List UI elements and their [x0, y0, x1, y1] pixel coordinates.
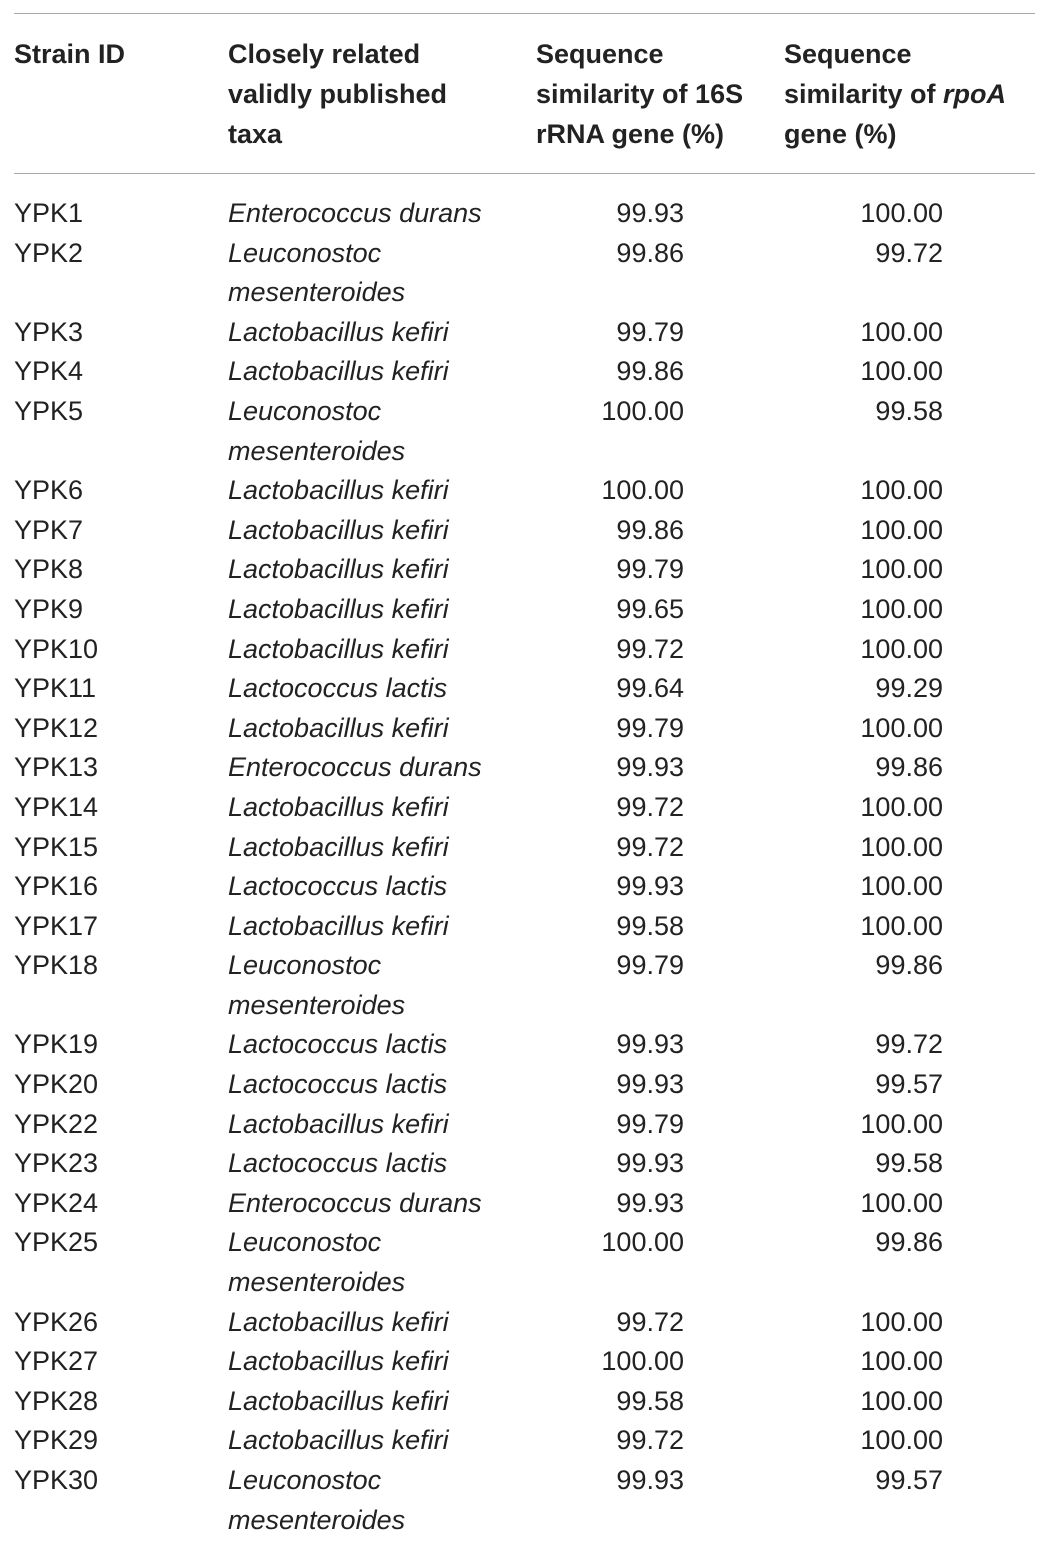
taxon-cell: Lactococcus lactis [228, 1069, 448, 1100]
taxon-cell: Lactobacillus kefiri [228, 633, 449, 664]
sim-16s-cell: 99.64 [616, 673, 684, 704]
table-row [14, 748, 1035, 788]
table-row [14, 174, 1035, 234]
table-row [14, 1382, 1035, 1422]
taxon-cell: Enterococcus durans [228, 752, 482, 783]
taxon-cell: Lactobacillus kefiri [228, 1425, 449, 1456]
table-row [14, 1065, 1035, 1105]
table-row [14, 1421, 1035, 1461]
taxon-cell: Lactobacillus kefiri [228, 514, 449, 545]
sim-rpoa-cell: 99.86 [875, 1227, 943, 1258]
sim-16s-cell: 100.00 [601, 475, 684, 506]
strain-id-cell: YPK5 [14, 395, 84, 426]
sim-rpoa-cell: 100.00 [860, 198, 943, 228]
sim-rpoa-cell: 99.57 [875, 1465, 943, 1495]
strain-id-cell: YPK1 [14, 198, 84, 228]
strain-id-cell: YPK3 [14, 316, 84, 347]
sim-rpoa-cell: 99.29 [875, 673, 943, 704]
taxon-cell: Lactobacillus kefiri [228, 1108, 449, 1139]
sim-16s-cell: 99.79 [616, 712, 684, 743]
sim-16s-cell: 99.86 [616, 237, 684, 268]
sim-16s-cell: 99.72 [616, 831, 684, 862]
table-row [14, 511, 1035, 551]
strain-id-cell: YPK24 [14, 1187, 99, 1218]
table-body [14, 174, 1035, 1541]
strain-id-cell: YPK4 [14, 356, 84, 387]
sim-16s-cell: 99.93 [616, 198, 684, 228]
taxon-cell: Lactococcus lactis [228, 673, 448, 704]
strain-id-cell: YPK2 [14, 237, 84, 268]
sim-rpoa-cell: 99.58 [875, 395, 943, 426]
sim-rpoa-cell: 100.00 [860, 633, 943, 664]
taxon-cell: Leuconostoc mesenteroides [228, 1465, 406, 1535]
sim-rpoa-cell: 100.00 [860, 1306, 943, 1337]
similarity-table-container [14, 13, 1035, 1540]
taxon-cell: Lactobacillus kefiri [228, 712, 449, 743]
sim-16s-cell: 100.00 [601, 1346, 684, 1377]
sim-16s-cell: 99.93 [616, 1465, 684, 1495]
table-row [14, 590, 1035, 630]
sim-16s-cell: 99.93 [616, 871, 684, 902]
taxon-cell: Lactobacillus kefiri [228, 1306, 449, 1337]
table-row [14, 550, 1035, 590]
taxon-cell: Lactobacillus kefiri [228, 356, 449, 387]
sim-rpoa-cell: 100.00 [860, 1187, 943, 1218]
strain-id-cell: YPK11 [14, 673, 97, 704]
sim-rpoa-cell: 99.86 [875, 950, 943, 981]
sim-rpoa-cell: 100.00 [860, 1108, 943, 1139]
sim-16s-cell: 99.79 [616, 316, 684, 347]
sim-16s-cell: 99.79 [616, 554, 684, 585]
sim-rpoa-cell: 100.00 [860, 910, 943, 941]
table-row [14, 1184, 1035, 1224]
sim-16s-cell: 99.72 [616, 1306, 684, 1337]
sim-16s-cell: 99.58 [616, 1385, 684, 1416]
strain-id-cell: YPK30 [14, 1465, 99, 1495]
strain-id-cell: YPK20 [14, 1069, 99, 1100]
sim-rpoa-cell: 100.00 [860, 593, 943, 624]
sim-16s-cell: 100.00 [601, 1227, 684, 1258]
sim-16s-cell: 99.72 [616, 633, 684, 664]
table-row [14, 1461, 1035, 1540]
sim-rpoa-cell: 100.00 [860, 831, 943, 862]
sim-16s-cell: 99.72 [616, 791, 684, 822]
table-row [14, 1342, 1035, 1382]
sim-rpoa-cell: 99.57 [875, 1069, 943, 1100]
taxon-cell: Lactobacillus kefiri [228, 1385, 449, 1416]
similarity-table [14, 14, 1035, 1540]
taxon-cell: Enterococcus durans [228, 198, 482, 228]
strain-id-cell: YPK17 [14, 910, 99, 941]
taxon-cell: Lactobacillus kefiri [228, 554, 449, 585]
table-header [14, 14, 1035, 174]
sim-16s-cell: 99.79 [616, 1108, 684, 1139]
table-row [14, 828, 1035, 868]
strain-id-cell: YPK25 [14, 1227, 99, 1258]
strain-id-cell: YPK10 [14, 633, 99, 664]
taxon-cell: Lactobacillus kefiri [228, 593, 449, 624]
header-16s-similarity: Sequence similarity of 16S rRNA gene (%) [536, 39, 744, 149]
table-row [14, 352, 1035, 392]
strain-id-cell: YPK14 [14, 791, 99, 822]
sim-16s-cell: 99.86 [616, 356, 684, 387]
strain-id-cell: YPK8 [14, 554, 84, 585]
header-rpoa-similarity [784, 14, 1035, 174]
table-row [14, 313, 1035, 353]
taxon-cell: Lactobacillus kefiri [228, 475, 449, 506]
table-row [14, 867, 1035, 907]
taxon-cell: Enterococcus durans [228, 1187, 482, 1218]
taxon-cell: Lactococcus lactis [228, 1029, 448, 1060]
sim-rpoa-cell: 100.00 [860, 475, 943, 506]
strain-id-cell: YPK26 [14, 1306, 99, 1337]
sim-rpoa-cell: 100.00 [860, 1385, 943, 1416]
sim-16s-cell: 99.93 [616, 1029, 684, 1060]
sim-16s-cell: 100.00 [601, 395, 684, 426]
table-row [14, 392, 1035, 471]
table-row [14, 234, 1035, 313]
table-row [14, 1025, 1035, 1065]
taxon-cell: Lactobacillus kefiri [228, 910, 449, 941]
sim-16s-cell: 99.93 [616, 1148, 684, 1179]
sim-16s-cell: 99.86 [616, 514, 684, 545]
taxon-cell: Lactobacillus kefiri [228, 316, 449, 347]
sim-rpoa-cell: 100.00 [860, 316, 943, 347]
header-related-taxa: Closely related validly published taxa [228, 39, 448, 149]
strain-id-cell: YPK22 [14, 1108, 99, 1139]
header-rpoa-suffix: gene (%) [784, 119, 897, 149]
sim-rpoa-cell: 100.00 [860, 1346, 943, 1377]
taxon-cell: Lactobacillus kefiri [228, 1346, 449, 1377]
table-row [14, 946, 1035, 1025]
strain-id-cell: YPK29 [14, 1425, 99, 1456]
sim-rpoa-cell: 99.58 [875, 1148, 943, 1179]
strain-id-cell: YPK6 [14, 475, 84, 506]
strain-id-cell: YPK9 [14, 593, 84, 624]
strain-id-cell: YPK15 [14, 831, 99, 862]
sim-rpoa-cell: 100.00 [860, 554, 943, 585]
header-strain-id: Strain ID [14, 39, 126, 69]
taxon-cell: Leuconostoc mesenteroides [228, 395, 406, 466]
taxon-cell: Lactobacillus kefiri [228, 791, 449, 822]
sim-rpoa-cell: 99.72 [875, 237, 943, 268]
sim-rpoa-cell: 100.00 [860, 514, 943, 545]
table-row [14, 788, 1035, 828]
table-row [14, 907, 1035, 947]
strain-id-cell: YPK7 [14, 514, 84, 545]
sim-rpoa-cell: 100.00 [860, 791, 943, 822]
taxon-cell: Lactococcus lactis [228, 871, 448, 902]
table-row [14, 1223, 1035, 1302]
table-row [14, 669, 1035, 709]
sim-16s-cell: 99.58 [616, 910, 684, 941]
sim-16s-cell: 99.72 [616, 1425, 684, 1456]
strain-id-cell: YPK28 [14, 1385, 99, 1416]
taxon-cell: Lactococcus lactis [228, 1148, 448, 1179]
sim-16s-cell: 99.93 [616, 752, 684, 783]
table-row [14, 1303, 1035, 1343]
strain-id-cell: YPK16 [14, 871, 99, 902]
sim-16s-cell: 99.93 [616, 1187, 684, 1218]
taxon-cell: Lactobacillus kefiri [228, 831, 449, 862]
strain-id-cell: YPK13 [14, 752, 99, 783]
sim-16s-cell: 99.79 [616, 950, 684, 981]
table-row [14, 1105, 1035, 1145]
taxon-cell: Leuconostoc mesenteroides [228, 950, 406, 1020]
sim-rpoa-cell: 100.00 [860, 712, 943, 743]
strain-id-cell: YPK12 [14, 712, 99, 743]
taxon-cell: Leuconostoc mesenteroides [228, 237, 406, 308]
table-row [14, 1144, 1035, 1184]
table-row [14, 471, 1035, 511]
sim-rpoa-cell: 100.00 [860, 871, 943, 902]
sim-rpoa-cell: 99.86 [875, 752, 943, 783]
sim-16s-cell: 99.65 [616, 593, 684, 624]
table-row [14, 630, 1035, 670]
taxon-cell: Leuconostoc mesenteroides [228, 1227, 406, 1298]
sim-rpoa-cell: 100.00 [860, 356, 943, 387]
sim-rpoa-cell: 100.00 [860, 1425, 943, 1456]
strain-id-cell: YPK19 [14, 1029, 99, 1060]
sim-rpoa-cell: 99.72 [875, 1029, 943, 1060]
header-rpoa-gene: rpoA [943, 79, 1007, 109]
sim-16s-cell: 99.93 [616, 1069, 684, 1100]
table-row [14, 709, 1035, 749]
strain-id-cell: YPK18 [14, 950, 99, 981]
strain-id-cell: YPK27 [14, 1346, 99, 1377]
header-rpoa-prefix: Sequence similarity of [784, 39, 944, 109]
strain-id-cell: YPK23 [14, 1148, 99, 1179]
